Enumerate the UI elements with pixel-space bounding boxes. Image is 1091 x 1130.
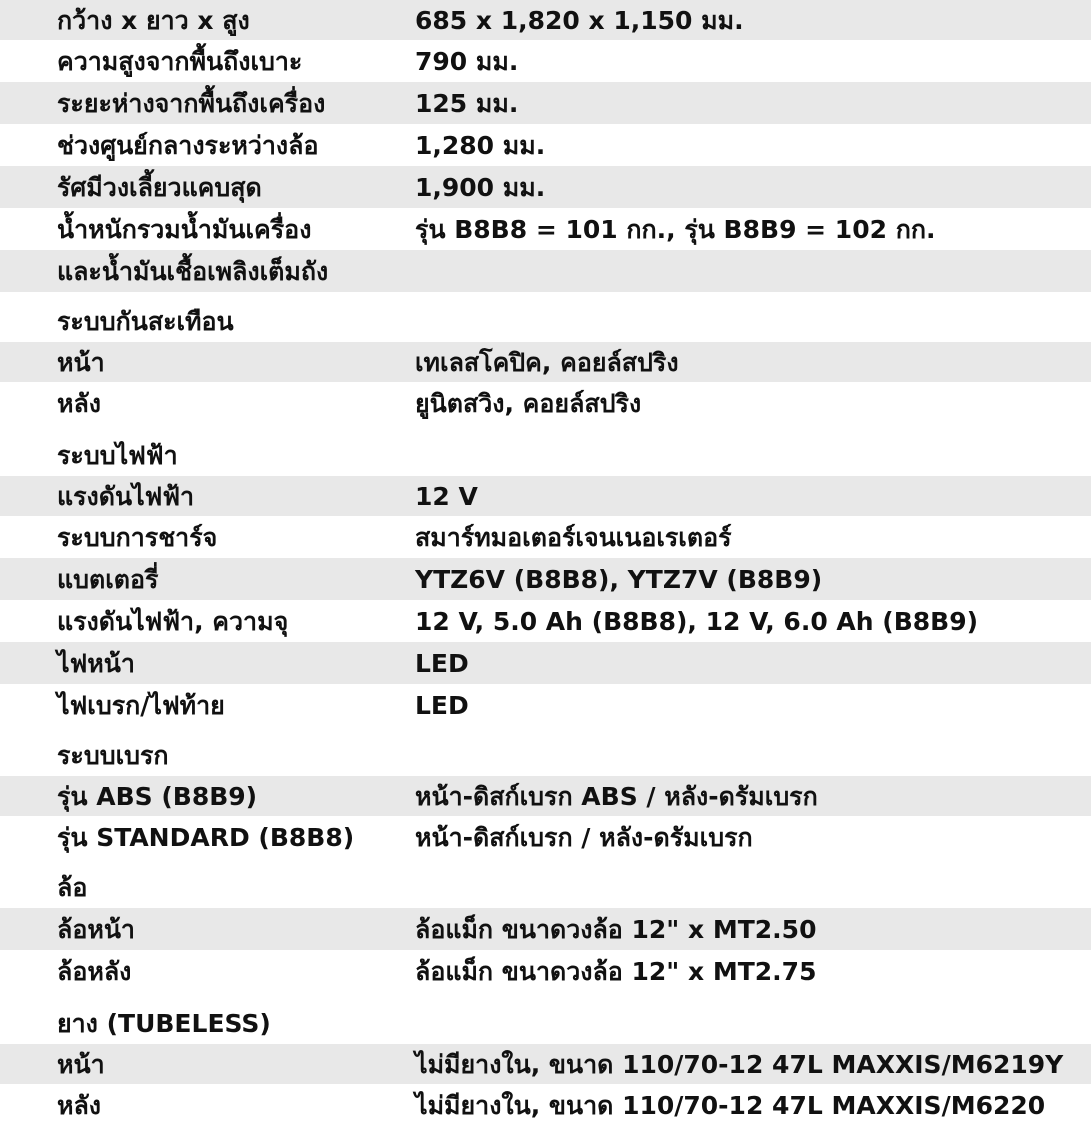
spec-label: น้ำหนักรวมน้ำมันเครื่อง <box>57 214 312 244</box>
spec-row-weight-cont <box>0 250 1091 292</box>
spec-row-suspension-rear <box>0 382 1091 424</box>
spec-value: LED <box>415 690 469 720</box>
spec-label: รัศมีวงเลี้ยวแคบสุด <box>57 172 262 202</box>
spec-value: ยูนิตสวิง, คอยล์สปริง <box>415 388 642 418</box>
spec-label: หน้า <box>57 347 105 377</box>
spec-row-suspension-front <box>0 342 1091 382</box>
section-title: ล้อ <box>57 872 88 902</box>
spec-value: ล้อแม็ก ขนาดวงล้อ 12" x MT2.50 <box>415 914 817 944</box>
spec-row-ground-clearance <box>0 82 1091 124</box>
spec-value: หน้า-ดิสก์เบรก ABS / หลัง-ดรัมเบรก <box>415 781 818 811</box>
section-title: ยาง (TUBELESS) <box>57 1008 271 1038</box>
spec-row-brake-standard <box>0 816 1091 858</box>
spec-label: รุ่น ABS (B8B9) <box>57 781 258 811</box>
spec-row-seat-height <box>0 40 1091 82</box>
spec-row-wheel-rear <box>0 950 1091 992</box>
spec-label: หน้า <box>57 1049 105 1079</box>
spec-label: หลัง <box>57 388 102 418</box>
spec-row-wheel-front <box>0 908 1091 950</box>
section-heading-suspension <box>0 300 1091 342</box>
spec-label: ไฟหน้า <box>57 648 135 678</box>
spec-row-capacity <box>0 600 1091 642</box>
spec-row-wheelbase <box>0 124 1091 166</box>
spec-row-tire-front <box>0 1044 1091 1084</box>
section-title: ระบบเบรก <box>57 740 169 770</box>
spec-row-headlight <box>0 642 1091 684</box>
section-title: ระบบไฟฟ้า <box>57 440 178 470</box>
spec-row-battery <box>0 558 1091 600</box>
section-heading-electrical <box>0 434 1091 476</box>
spec-value: 685 x 1,820 x 1,150 มม. <box>415 5 744 35</box>
spec-value: 1,280 มม. <box>415 130 546 160</box>
spec-label: และน้ำมันเชื้อเพลิงเต็มถัง <box>57 256 329 286</box>
spec-label: ระยะห่างจากพื้นถึงเครื่อง <box>57 88 326 118</box>
spec-row-weight <box>0 208 1091 250</box>
section-heading-wheels <box>0 866 1091 908</box>
spec-label: ระบบการชาร์จ <box>57 522 218 552</box>
spec-value: หน้า-ดิสก์เบรก / หลัง-ดรัมเบรก <box>415 822 753 852</box>
section-heading-tires <box>0 1002 1091 1044</box>
spec-value: YTZ6V (B8B8), YTZ7V (B8B9) <box>415 564 823 594</box>
spec-label: ไฟเบรก/ไฟท้าย <box>57 690 225 720</box>
spec-label: แบตเตอรี่ <box>57 564 159 594</box>
spec-row-brake-abs <box>0 776 1091 816</box>
spec-value: ไม่มียางใน, ขนาด 110/70-12 47L MAXXIS/M6219Y <box>415 1049 1064 1079</box>
spec-label: กว้าง x ยาว x สูง <box>57 5 250 35</box>
spec-value: ล้อแม็ก ขนาดวงล้อ 12" x MT2.75 <box>415 956 817 986</box>
spec-value: 12 V, 5.0 Ah (B8B8), 12 V, 6.0 Ah (B8B9) <box>415 606 979 636</box>
section-title: ระบบกันสะเทือน <box>57 306 234 336</box>
spec-value: 12 V <box>415 481 478 511</box>
spec-label: หลัง <box>57 1090 102 1120</box>
section-heading-brakes <box>0 734 1091 776</box>
spec-label: แรงดันไฟฟ้า, ความจุ <box>57 606 289 636</box>
spec-label: ล้อหน้า <box>57 914 135 944</box>
spec-row-dimensions <box>0 0 1091 40</box>
spec-label: ความสูงจากพื้นถึงเบาะ <box>57 46 303 76</box>
spec-label: ช่วงศูนย์กลางระหว่างล้อ <box>57 130 319 160</box>
spec-value: ไม่มียางใน, ขนาด 110/70-12 47L MAXXIS/M6220 <box>415 1090 1046 1120</box>
spec-label: รุ่น STANDARD (B8B8) <box>57 822 355 852</box>
spec-value: LED <box>415 648 469 678</box>
spec-value: สมาร์ทมอเตอร์เจนเนอเรเตอร์ <box>415 522 732 552</box>
spec-value: 790 มม. <box>415 46 519 76</box>
spec-label: ล้อหลัง <box>57 956 132 986</box>
spec-value: 125 มม. <box>415 88 519 118</box>
spec-row-taillight <box>0 684 1091 726</box>
spec-value: 1,900 มม. <box>415 172 546 202</box>
spec-row-turning-radius <box>0 166 1091 208</box>
spec-row-charging <box>0 516 1091 558</box>
spec-row-voltage <box>0 476 1091 516</box>
spec-row-tire-rear <box>0 1084 1091 1126</box>
spec-value: เทเลสโคปิค, คอยล์สปริง <box>415 347 679 377</box>
spec-label: แรงดันไฟฟ้า <box>57 481 195 511</box>
spec-value: รุ่น B8B8 = 101 กก., รุ่น B8B9 = 102 กก. <box>415 214 936 244</box>
